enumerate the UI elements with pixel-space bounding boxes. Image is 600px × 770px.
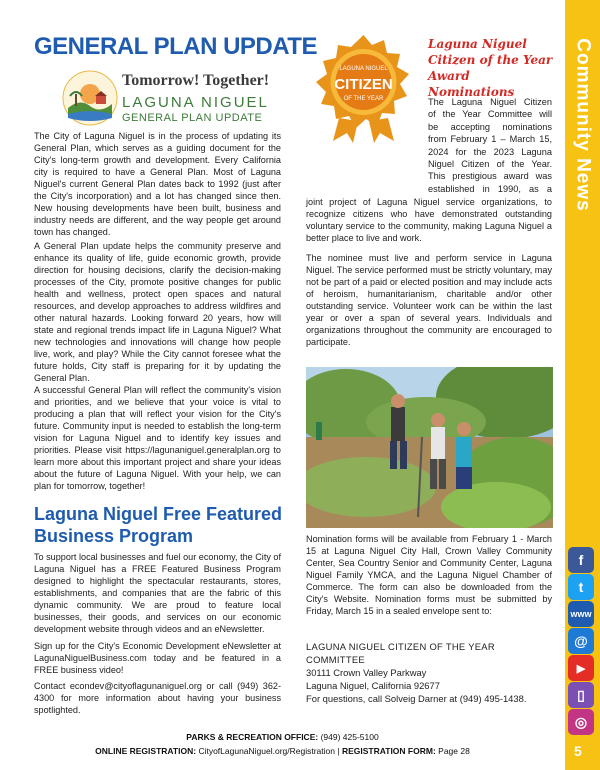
website-icon[interactable]: www (568, 601, 594, 627)
general-plan-paragraph-1: The City of Laguna Niguel is in the process of updating its General Plan, which serves as a guiding document for the City's long-term growth and development. Every California city is required to have a General Plan. Most of Laguna Niguel's current General Plan dates back to 1992 (just after the City's incorporation) and a lot has changed since then. New housing developments have been built, business and industry needs are different, and the way people get around town has changed. (34, 131, 281, 237)
award-heading: Laguna Niguel Citizen of the Year Award Nominations (428, 37, 553, 99)
page-number: 5 (574, 743, 582, 759)
general-plan-logo: Tomorrow! Together! LAGUNA NIGUEL GENERAL PLAN UPDATE (60, 68, 270, 128)
city-logo-icon (60, 68, 120, 128)
twitter-icon[interactable]: t (568, 574, 594, 600)
general-plan-heading: GENERAL PLAN UPDATE (34, 33, 317, 60)
badge-top-text: LAGUNA NIGUEL (339, 66, 388, 72)
email-icon[interactable]: @ (568, 628, 594, 654)
mailing-address: LAGUNA NIGUEL CITIZEN OF THE YEAR COMMITTEE 30111 Crown Valley Parkway Laguna Niguel, California 92677 For questions, call Solveig Darner at (949) 495-1438. (306, 641, 527, 704)
facebook-icon[interactable]: f (568, 547, 594, 573)
badge-main-text: CITIZEN (334, 76, 393, 93)
award-intro: The Laguna Niguel Citizen of the Year Committee will be accepting nominations from February 1 – March 15, 2024 for the 2023 Laguna Niguel Citizen of the Year. This prestigious award was established in 1990, as a (428, 97, 552, 194)
instagram-icon[interactable]: ◎ (568, 709, 594, 735)
sidebar-title: Community News (572, 38, 594, 212)
badge-bottom-text: OF THE YEAR (343, 96, 384, 102)
citizen-of-year-badge (311, 33, 416, 143)
award-paragraph-3: Nomination forms will be available from February 1 - March 15 at Laguna Niguel City Hall, Crown Valley Community Center, Sea Country Senior and Community Center, Laguna Niguel Family YMCA, and the Laguna Niguel Chamber of Commerce. The form can also be downloaded from the City's Website. Nomination forms must be submitted by Friday, March 15 in a sealed envelope sent to: (306, 534, 552, 616)
footer-registration: ONLINE REGISTRATION: CityofLagunaNiguel.org/Registration | REGISTRATION FORM: Page 28 (95, 746, 470, 756)
general-plan-paragraph-2: A General Plan update helps the community preserve and enhance its quality of life, guide economic growth, provide direction for housing decisions, clarify the decision-making processes of the City, promote positive changes for public health and wellness, protect open spaces and natural resources, and develop approaches to address wildfires and other natural hazards. Looking forward 20 years, how will state and regional trends impact life in Laguna Niguel? What new technologies and innovations will change how people live, work, and play? While the City cannot foresee what the future holds, City staff is preparing for it by updating the General Plan. (34, 241, 281, 383)
business-paragraph-2: Sign up for the City's Economic Development eNewsletter at LagunaNiguelBusiness.com today and be featured in a FREE business video! (34, 641, 281, 675)
app-icon[interactable]: ▯ (568, 682, 594, 708)
business-program-heading: Laguna Niguel Free Featured Business Program (34, 504, 283, 546)
award-intro-continued: joint project of Laguna Niguel service organizations, to recognize citizens who have demonstrated outstanding voluntary service to the community, making Laguna Niguel a better place to live and work. (306, 197, 552, 243)
business-paragraph-3: Contact econdev@cityoflagunaniguel.org or call (949) 362-4300 for more information about having your business spotlighted. (34, 681, 281, 715)
registration-link[interactable]: CityofLagunaNiguel.org/Registration (198, 746, 335, 756)
award-paragraph-2: The nominee must live and perform service in Laguna Niguel. The service performed must be strictly voluntary, may not be part of a paid or elected position and may include acts of heroism, humanitarianism, charitable and/or other outstanding service. Volunteer work can be within the last year or over a span of several years. Individuals and organizations throughout the community are encouraged to participate. (306, 253, 552, 347)
community-garden-photo (306, 367, 553, 528)
youtube-icon[interactable]: ▶ (568, 655, 594, 681)
footer-office: PARKS & RECREATION OFFICE: (949) 425-5100 (186, 732, 379, 742)
business-paragraph-1: To support local businesses and fuel our economy, the City of Laguna Niguel has a FREE Featured Business Program designed to highlight the spectacular restaurants, stores, establishments, and companies that are the fabric of this dynamic community. We are proud to feature local businesses, their goods, and services on our economic development website through videos and an eNewsletter. (34, 552, 282, 634)
general-plan-paragraph-3: A successful General Plan will reflect the community's vision and priorities, and we believe that your voice is vital to producing a plan that will reflect your vision for the City's future. Community input is needed to establish the long-term vision for Laguna Niguel and to identify key issues and priorities. Please visit https://lagunaniguel.generalplan.org to learn more about this important project and share your ideas about the future of Laguna Niguel. With your help, we can plan for tomorrow, together! (34, 385, 281, 491)
